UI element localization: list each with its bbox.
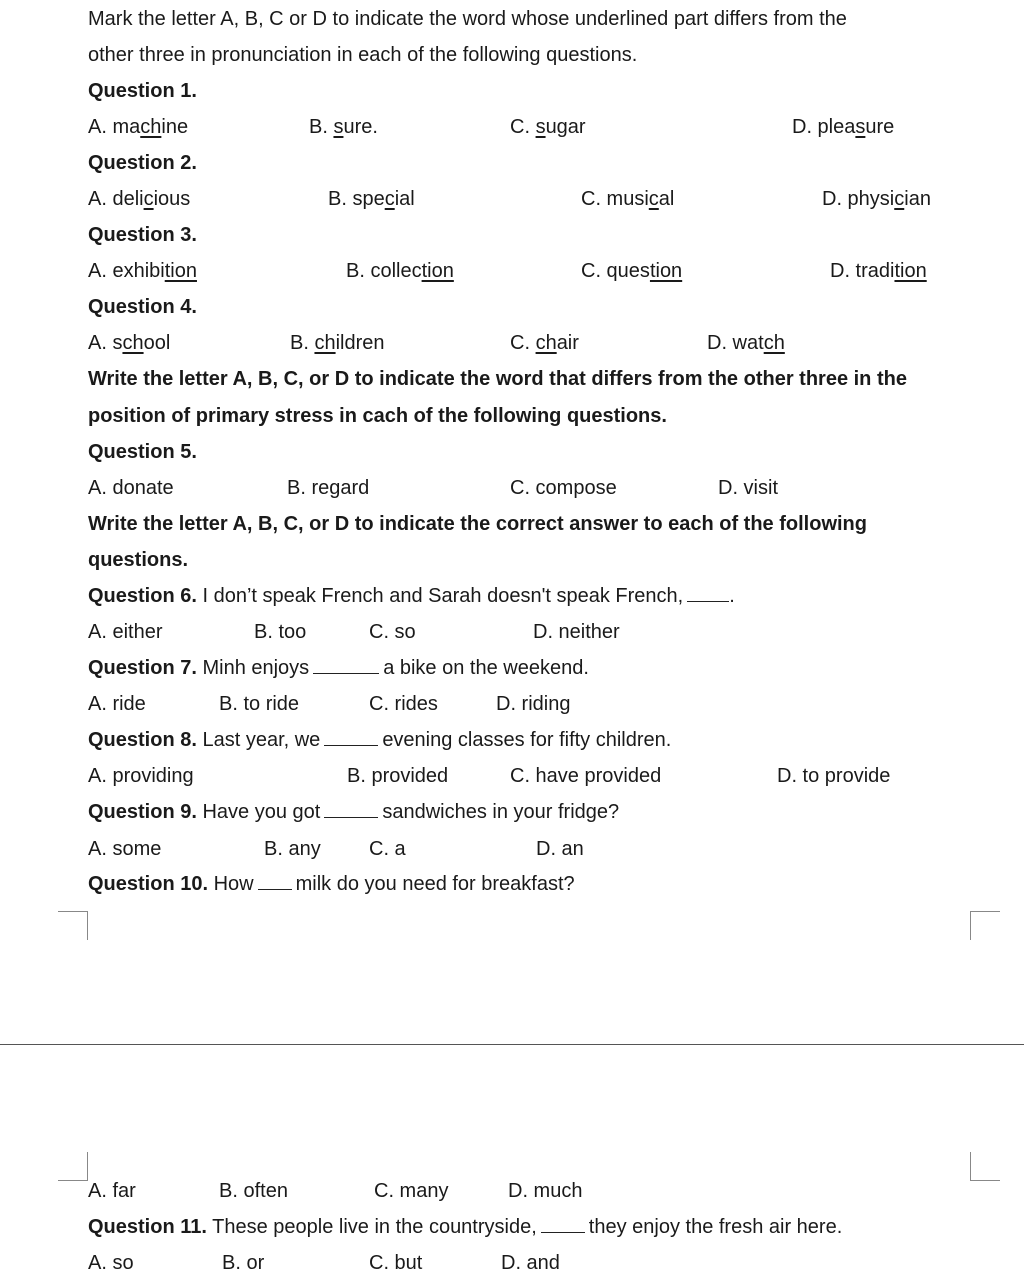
question-8-option-d[interactable]: D. to provide: [777, 765, 891, 787]
question-5-option-c[interactable]: C. compose: [510, 477, 617, 499]
question-11-option-c[interactable]: C. but: [369, 1252, 423, 1274]
instruction-2-line-1: Write the letter A, B, C, or D to indicate the word that differs from the other three in the: [88, 368, 907, 390]
question-6-stem: Question 6. I don’t speak French and Sarah doesn't speak French, .: [88, 585, 735, 607]
question-8-option-a[interactable]: A. providing: [88, 765, 194, 787]
question-10-blank: [258, 871, 292, 890]
question-2-option-c[interactable]: C. musical: [581, 188, 675, 210]
question-1-label: Question 1.: [88, 80, 197, 102]
page-corner-mark-bottom-left: [58, 1152, 88, 1181]
question-5-option-b[interactable]: B. regard: [287, 477, 370, 499]
question-11-option-a[interactable]: A. so: [88, 1252, 134, 1274]
question-11-blank: [541, 1214, 585, 1233]
question-7-option-a[interactable]: A. ride: [88, 693, 146, 715]
question-7-option-d[interactable]: D. riding: [496, 693, 571, 715]
question-3-option-d[interactable]: D. tradition: [830, 260, 927, 282]
question-2-option-d[interactable]: D. physician: [822, 188, 931, 210]
question-3-option-b[interactable]: B. collection: [346, 260, 454, 282]
question-6-option-c[interactable]: C. so: [369, 621, 416, 643]
question-1-option-a[interactable]: A. machine: [88, 116, 189, 138]
question-4-label: Question 4.: [88, 296, 197, 318]
question-10-option-a[interactable]: A. far: [88, 1180, 136, 1202]
question-3-option-c[interactable]: C. question: [581, 260, 683, 282]
question-9-blank: [324, 799, 378, 818]
question-6-option-d[interactable]: D. neither: [533, 621, 620, 643]
instruction-3-line-2: questions.: [88, 549, 189, 571]
question-5-option-d[interactable]: D. visit: [718, 477, 778, 499]
question-4-option-b[interactable]: B. children: [290, 332, 385, 354]
question-4-option-d[interactable]: D. watch: [707, 332, 785, 354]
question-2-option-b[interactable]: B. special: [328, 188, 415, 210]
question-10-option-c[interactable]: C. many: [374, 1180, 449, 1202]
question-2-option-a[interactable]: A. delicious: [88, 188, 191, 210]
question-11-option-b[interactable]: B. or: [222, 1252, 265, 1274]
question-7-blank: [313, 655, 379, 674]
instruction-1-line-2: other three in pronunciation in each of the following questions.: [88, 44, 638, 66]
question-7-option-c[interactable]: C. rides: [369, 693, 438, 715]
question-9-option-b[interactable]: B. any: [264, 838, 321, 860]
question-9-option-c[interactable]: C. a: [369, 838, 406, 860]
question-10-stem: Question 10. How milk do you need for breakfast?: [88, 873, 575, 895]
question-1-option-c[interactable]: C. sugar: [510, 116, 586, 138]
page-break-divider: [0, 1044, 1024, 1045]
question-3-option-a[interactable]: A. exhibition: [88, 260, 197, 282]
page-corner-mark-top-right: [970, 911, 1000, 940]
question-8-option-b[interactable]: B. provided: [347, 765, 449, 787]
question-1-option-b[interactable]: B. sure.: [309, 116, 378, 138]
question-4-option-a[interactable]: A. school: [88, 332, 171, 354]
question-8-stem: Question 8. Last year, we evening classes for fifty children.: [88, 729, 672, 751]
question-8-option-c[interactable]: C. have provided: [510, 765, 662, 787]
question-6-option-b[interactable]: B. too: [254, 621, 307, 643]
question-3-label: Question 3.: [88, 224, 197, 246]
instruction-2-line-2: position of primary stress in cach of the following questions.: [88, 405, 667, 427]
question-7-stem: Question 7. Minh enjoys a bike on the weekend.: [88, 657, 589, 679]
question-10-option-b[interactable]: B. often: [219, 1180, 288, 1202]
question-4-option-c[interactable]: C. chair: [510, 332, 579, 354]
question-9-stem: Question 9. Have you got sandwiches in your fridge?: [88, 801, 620, 823]
question-2-label: Question 2.: [88, 152, 197, 174]
page-corner-mark-bottom-right: [970, 1152, 1000, 1181]
instruction-1-line-1: Mark the letter A, B, C or D to indicate the word whose underlined part differs from the: [88, 8, 847, 30]
question-6-option-a[interactable]: A. either: [88, 621, 163, 643]
question-7-option-b[interactable]: B. to ride: [219, 693, 300, 715]
question-8-blank: [324, 727, 378, 746]
question-1-option-d[interactable]: D. pleasure: [792, 116, 895, 138]
instruction-3-line-1: Write the letter A, B, C, or D to indicate the correct answer to each of the following: [88, 513, 867, 535]
question-9-option-a[interactable]: A. some: [88, 838, 162, 860]
question-10-option-d[interactable]: D. much: [508, 1180, 583, 1202]
question-6-blank: [687, 583, 729, 602]
question-5-label: Question 5.: [88, 441, 197, 463]
question-11-option-d[interactable]: D. and: [501, 1252, 560, 1274]
question-5-option-a[interactable]: A. donate: [88, 477, 174, 499]
page-corner-mark-top-left: [58, 911, 88, 940]
question-9-option-d[interactable]: D. an: [536, 838, 584, 860]
question-11-stem: Question 11. These people live in the countryside, they enjoy the fresh air here.: [88, 1216, 843, 1238]
